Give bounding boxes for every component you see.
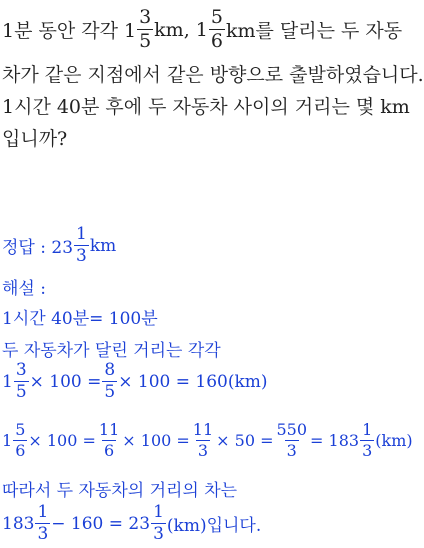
equation-text: (km) (375, 431, 413, 450)
equation-fraction: $\frac{1}{3}$ (153, 502, 164, 544)
equation-fraction: $\frac{5}{6}$ (15, 420, 26, 460)
question-line-3: 1시간 40분 후에 두 자동차 사이의 거리는 몇 km (2, 96, 410, 118)
equation-fraction: $\frac{11}{3}$ (192, 420, 214, 460)
answer-label: 정답 : 23 (2, 238, 74, 258)
equation-fraction: $\frac{11}{6}$ (98, 420, 120, 460)
equation-text: = 183 (310, 431, 360, 450)
answer-line (2, 226, 116, 265)
equation-fraction: $\frac{8}{5}$ (104, 360, 116, 402)
equation-text: 183 (2, 513, 35, 534)
equation-text: × 50 = (216, 431, 274, 450)
fraction-five-sixths: $\frac{5}{6}$ (210, 6, 223, 52)
equation-text: 1 (2, 371, 13, 392)
equation-text: × 100 = 160(km) (118, 371, 268, 392)
explanation-label: 해설 : (2, 279, 46, 299)
equation-fraction: $\frac{550}{3}$ (276, 420, 308, 460)
question-text-1b: km, 1 (154, 18, 208, 41)
question-line-4: 입니까? (2, 128, 68, 150)
equation-text: × 100 = (28, 431, 96, 450)
equation-text: 1 (2, 431, 13, 450)
equation-text: × 100 = (122, 431, 190, 450)
question-line-2: 차가 같은 지점에서 같은 방향으로 출발하였습니다. (2, 64, 424, 86)
question-text-1a: 1분 동안 각각 1 (2, 20, 137, 42)
equation-fraction: $\frac{3}{5}$ (15, 360, 27, 402)
question-text-1c: km를 달리는 두 자동 (225, 20, 403, 42)
explanation-line-2: 두 자동차가 달린 거리는 각각 (2, 341, 221, 361)
question-line-1 (2, 8, 402, 51)
equation-text: (km)입니다. (166, 516, 262, 536)
explanation-line-3 (2, 362, 268, 401)
equation-text: − 160 = 23 (51, 513, 151, 534)
explanation-line-5: 따라서 두 자동차의 거리의 차는 (2, 481, 238, 501)
answer-fraction: $\frac{1}{3}$ (76, 224, 87, 266)
explanation-line-4 (2, 422, 413, 459)
equation-fraction: $\frac{1}{3}$ (362, 420, 373, 460)
explanation-line-1: 1시간 40분= 100분 (2, 309, 158, 329)
explanation-line-6 (2, 504, 261, 543)
answer-unit: km (89, 235, 117, 256)
equation-fraction: $\frac{1}{3}$ (37, 502, 49, 544)
fraction-three-fifths: $\frac{3}{5}$ (139, 6, 152, 52)
equation-text: × 100 = (29, 371, 102, 392)
